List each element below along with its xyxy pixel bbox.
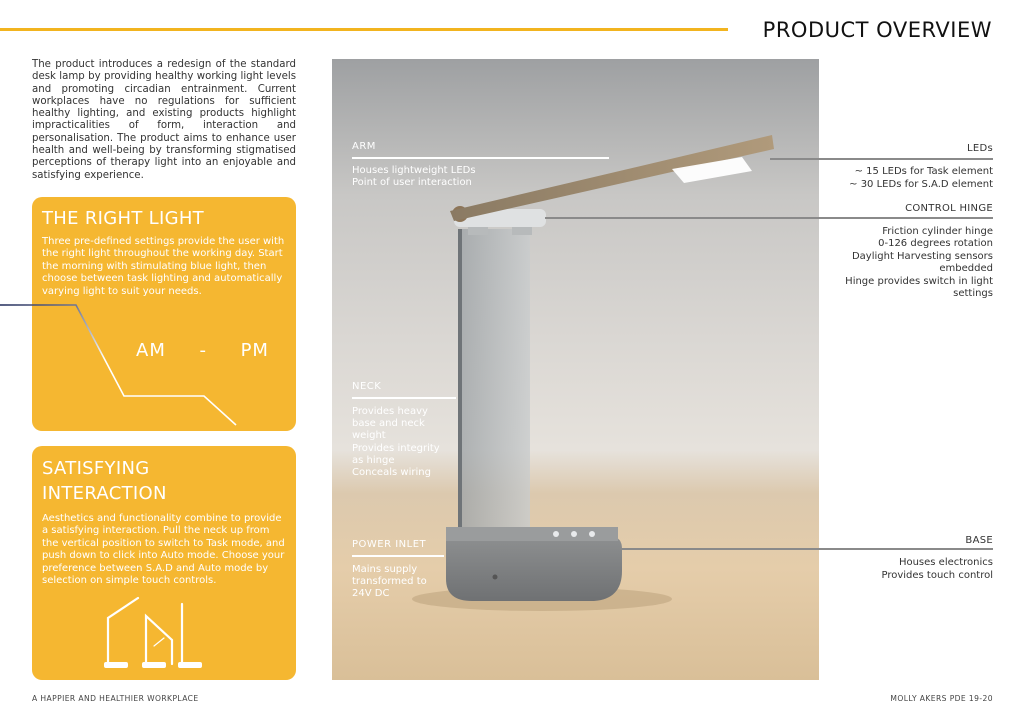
neck-line-3: weight — [352, 430, 386, 441]
neck-title: NECK — [352, 381, 382, 392]
neck-line-1: Provides heavy — [352, 406, 428, 417]
neck-leader-line — [352, 397, 456, 399]
leds-line-1: ~ 15 LEDs for Task element — [854, 166, 993, 177]
neck-line-4: Provides integrity — [352, 443, 440, 454]
lamp-task-position-icon — [108, 598, 138, 664]
base-line-2: Provides touch control — [881, 570, 993, 581]
am-label: AM — [136, 340, 166, 361]
hinge-line-4: embedded — [939, 263, 993, 274]
arm-title: ARM — [352, 141, 376, 152]
footer-tagline: A HAPPIER AND HEALTHIER WORKPLACE — [32, 694, 199, 703]
right-light-body: Three pre-defined settings provide the user with the right light throughout the working day. Start the morning with stimulating blue light, then choose between task lighting and automatically varying light to suit your needs. — [42, 236, 285, 297]
lamp-positions-icon — [102, 586, 242, 676]
neck-line-2: base and neck — [352, 418, 425, 429]
base-leader-line — [620, 548, 993, 550]
product-photo — [332, 59, 819, 680]
hinge-title: CONTROL HINGE — [905, 203, 993, 214]
intro-paragraph: The product introduces a redesign of the standard desk lamp by providing healthy working light levels and promoting circadian entrainment. Current workplaces have no regulations for sufficient healthy lighting, and existing products highlight impracticalities of form, interaction and personalisation. The product aims to enhance user health and well-being by transforming stigmatised perceptions of therapy light into an enjoyable and satisfying experience. — [32, 59, 296, 181]
interaction-title-line1: SATISFYING — [42, 458, 150, 479]
hinge-line-5: Hinge provides switch in light — [845, 276, 993, 287]
base-line-1: Houses electronics — [898, 557, 993, 568]
power-line-3: 24V DC — [352, 588, 390, 599]
leds-title: LEDs — [967, 143, 993, 154]
leds-leader-line — [770, 158, 993, 160]
power-leader-line — [352, 555, 444, 557]
power-line-1: Mains supply — [352, 564, 418, 575]
interaction-title-line2: INTERACTION — [42, 483, 167, 504]
hinge-line-3: Daylight Harvesting sensors — [851, 251, 993, 262]
interaction-body: Aesthetics and functionality combine to provide a satisfying interaction. Pull the neck up from the vertical position to switch to Task mode, and push down to click into Auto mode. Choose your preference between S.A.D and Auto mode by selection on simple touch controls. — [42, 513, 285, 587]
footer-author: MOLLY AKERS PDE 19-20 — [890, 694, 993, 703]
leds-line-2: ~ 30 LEDs for S.A.D element — [849, 179, 993, 190]
power-line-2: transformed to — [352, 576, 427, 587]
header-rule — [0, 28, 728, 31]
hinge-leader-line — [545, 217, 993, 219]
neck-line-5: as hinge — [352, 455, 395, 466]
base-title: BASE — [965, 535, 993, 546]
interaction-panel — [32, 446, 296, 680]
lamp-sad-position-icon — [146, 616, 172, 664]
dash-label: - — [199, 340, 207, 361]
hinge-line-6: settings — [953, 288, 993, 299]
light-curve-graphic — [0, 295, 300, 435]
page-title: PRODUCT OVERVIEW — [762, 18, 992, 42]
hinge-line-2: 0-126 degrees rotation — [878, 238, 993, 249]
light-curve-line — [0, 305, 236, 425]
arm-line-2: Point of user interaction — [352, 177, 472, 188]
hinge-line-1: Friction cylinder hinge — [882, 226, 993, 237]
pm-label: PM — [240, 340, 269, 361]
power-inlet-title: POWER INLET — [352, 539, 427, 550]
arm-line-1: Houses lightweight LEDs — [352, 165, 476, 176]
arm-leader-line — [352, 157, 609, 159]
right-light-title: THE RIGHT LIGHT — [42, 208, 204, 229]
neck-line-6: Conceals wiring — [352, 467, 431, 478]
